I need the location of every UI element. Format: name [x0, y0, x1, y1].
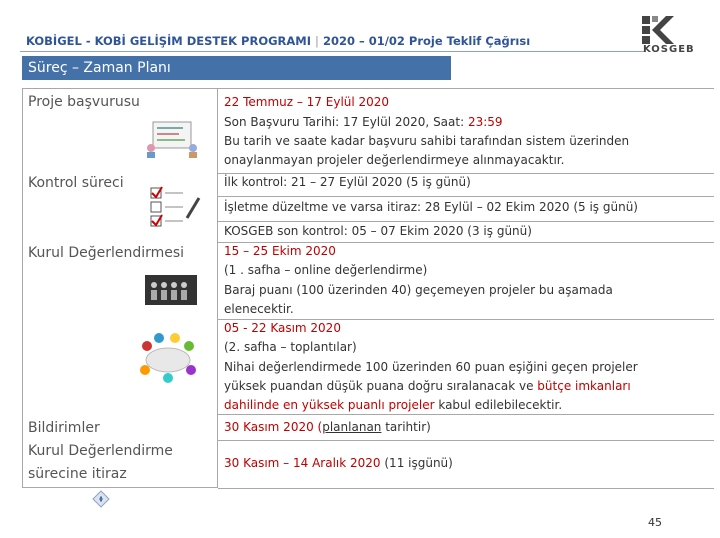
stage-label-board: Kurul Değerlendirmesi	[28, 245, 185, 261]
objection-line	[224, 454, 453, 474]
phase2-desc: (2. safha – toplantılar)	[224, 340, 357, 354]
correction-objection: İşletme düzeltme ve varsa itiraz: 28 Eylül – 02 Ekim 2020 (5 iş günü)	[224, 200, 638, 214]
objection-dates: 30 Kasım – 14 Aralık 2020	[224, 456, 385, 470]
application-illustration	[143, 118, 201, 158]
deadline-time: 23:59	[467, 115, 503, 129]
final-eval-note-1: Nihai değerlendirmede 100 üzerinden 60 puan eşiğini geçen projeler	[224, 360, 638, 374]
threshold-note-2: elenecektir.	[224, 302, 294, 316]
final-eval-note-2: yüksek puandan düşük puana doğru sıralanacak ve	[224, 379, 538, 393]
planned-suffix: tarihtir)	[381, 420, 431, 434]
header-divider	[20, 51, 645, 52]
threshold-note-1: Baraj puanı (100 üzerinden 40) geçemeyen projeler bu aşamada	[224, 283, 613, 297]
application-period: 22 Temmuz – 17 Eylül 2020	[224, 95, 390, 109]
deadline-text: Son Başvuru Tarihi: 17 Eylül 2020, Saat:	[224, 115, 468, 129]
final-eval-line-2	[224, 377, 631, 397]
objection-duration: (11 işgünü)	[384, 456, 453, 470]
phase1-dates: 15 – 25 Ekim 2020	[224, 244, 336, 258]
program-name: KOBİGEL - KOBİ GELİŞİM DESTEK PROGRAMI	[26, 34, 312, 48]
meeting-illustration	[135, 326, 201, 384]
stage-label-application: Proje başvurusu	[28, 94, 140, 110]
budget-limit: bütçe imkanları	[537, 379, 631, 393]
call-name: 2020 – 01/02 Proje Teklif Çağrısı	[322, 34, 531, 48]
deadline-line	[224, 113, 503, 133]
notification-date: 30 Kasım 2020 (	[224, 420, 323, 434]
row-divider	[218, 196, 714, 197]
slide-nav-icon[interactable]	[90, 488, 112, 510]
highest-scored: dahilinde en yüksek puanlı projeler	[224, 398, 435, 412]
stage-label-notifications: Bildirimler	[28, 420, 100, 436]
first-check: İlk kontrol: 21 – 27 Eylül 2020 (5 iş günü)	[224, 175, 471, 189]
evaluation-board-icon	[145, 275, 197, 305]
phase2-dates: 05 - 22 Kasım 2020	[224, 321, 341, 335]
planned-word: planlanan	[322, 420, 382, 434]
header-title	[26, 34, 530, 48]
notification-line	[224, 418, 431, 438]
stage-label-objection-2: sürecine itiraz	[28, 466, 127, 482]
row-divider	[218, 440, 714, 441]
row-divider	[218, 88, 714, 89]
deadline-note-1: Bu tarih ve saate kadar başvuru sahibi tarafından sistem üzerinden	[224, 134, 630, 148]
checklist-icon	[143, 184, 201, 228]
title-separator: |	[315, 34, 319, 48]
phase1-desc: (1 . safha – online değerlendirme)	[224, 263, 428, 277]
logo-text: KOSGEB	[643, 44, 695, 55]
deadline-note-2: onaylanmayan projeler değerlendirmeye alınmayacaktır.	[224, 153, 565, 167]
stage-label-control: Kontrol süreci	[28, 175, 124, 191]
stage-label-objection-1: Kurul Değerlendirme	[28, 443, 173, 459]
final-check: KOSGEB son kontrol: 05 – 07 Ekim 2020 (3 iş günü)	[224, 224, 532, 238]
page-number: 45	[648, 516, 662, 529]
final-eval-line-3	[224, 396, 562, 416]
acceptance-note: kabul edilebilecektir.	[434, 398, 563, 412]
section-title: Süreç – Zaman Planı	[22, 56, 451, 80]
row-divider	[218, 488, 714, 489]
